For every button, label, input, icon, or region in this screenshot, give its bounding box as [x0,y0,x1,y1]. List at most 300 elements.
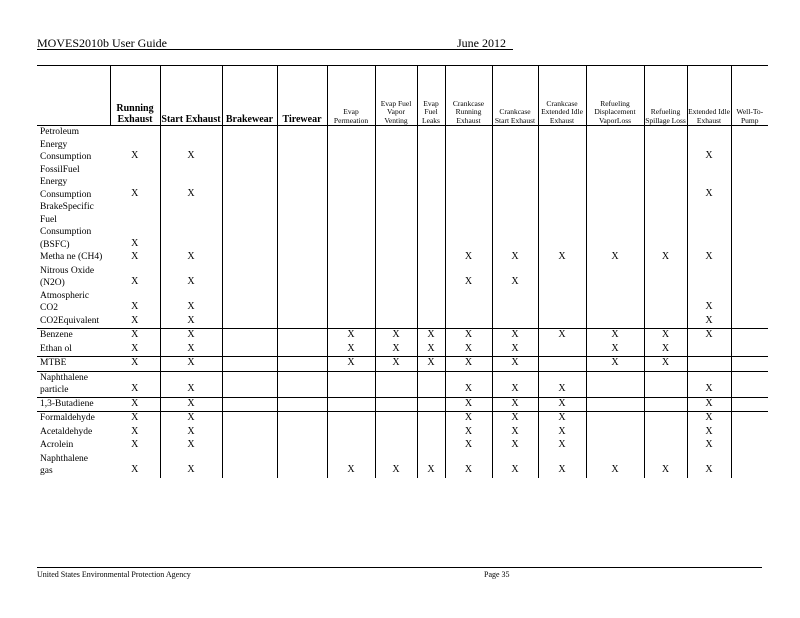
process-mark-cell: X [160,439,222,453]
process-mark-cell: X [687,290,731,315]
process-mark-cell [375,371,417,397]
process-mark-cell [644,412,687,426]
table-row [37,315,768,329]
pollutant-name-line: BrakeSpecific [40,202,94,212]
process-mark-cell [417,397,445,412]
process-mark-cell: X [160,371,222,397]
process-mark-cell [375,439,417,453]
pollutant-name-line: 1,3-Butadiene [40,398,94,409]
process-mark-cell: X [586,453,644,478]
process-mark-cell [375,397,417,412]
process-mark-cell: X [160,315,222,329]
table-row [37,265,768,290]
process-mark-cell: X [445,397,492,412]
process-mark-cell: X [687,439,731,453]
process-mark-cell [277,426,327,440]
column-header: Tirewear [277,66,327,126]
column-header: Refueling Spillage Loss [644,66,687,126]
table-row [37,329,768,343]
process-mark-cell [222,329,277,343]
process-mark-cell: X [375,357,417,372]
process-mark-cell: X [687,412,731,426]
column-header: Crankcase Extended Idle Exhaust [538,66,586,126]
process-mark-cell [417,290,445,315]
pollutant-name-line: particle [40,385,69,395]
process-mark-cell: X [586,357,644,372]
process-mark-cell: X [445,371,492,397]
process-mark-cell: X [160,343,222,357]
process-mark-cell [327,426,375,440]
process-mark-cell: X [687,251,731,265]
process-mark-cell [731,439,768,453]
process-mark-cell: X [110,371,160,397]
process-mark-cell [538,201,586,251]
process-mark-cell [492,290,538,315]
process-mark-cell: X [160,290,222,315]
process-mark-cell [586,290,644,315]
process-mark-cell [644,315,687,329]
column-header: Evap Fuel Vapor Venting [375,66,417,126]
column-header: Brakewear [222,66,277,126]
process-mark-cell [445,164,492,202]
process-mark-cell: X [492,343,538,357]
table-body [37,126,768,478]
table-row [37,439,768,453]
process-mark-cell [327,397,375,412]
footer-rule [37,567,762,568]
process-mark-cell [731,426,768,440]
process-mark-cell: X [160,357,222,372]
process-mark-cell: X [492,357,538,372]
pollutant-name-cell [37,371,110,397]
process-mark-cell: X [160,251,222,265]
pollutant-name-line: Atmospheric [40,290,90,301]
process-mark-cell: X [538,453,586,478]
process-mark-cell [445,201,492,251]
process-mark-cell [731,343,768,357]
process-mark-cell: X [375,329,417,343]
process-mark-cell [277,265,327,290]
process-mark-cell [492,201,538,251]
process-mark-cell [277,126,327,164]
process-mark-cell [445,126,492,164]
process-mark-cell [586,371,644,397]
footer-agency: United States Environmental Protection Agency [37,570,191,579]
process-mark-cell [538,315,586,329]
process-mark-cell [277,343,327,357]
pollutant-name-line: FossilFuel [40,164,80,175]
process-mark-cell [731,126,768,164]
process-mark-cell: X [538,439,586,453]
process-mark-cell [538,343,586,357]
column-header: Start Exhaust [160,66,222,126]
process-mark-cell [327,251,375,265]
process-mark-cell: X [492,397,538,412]
process-mark-cell [644,290,687,315]
pollutant-name-line: Consumption [40,152,92,162]
pollutant-name-line: Ethan ol [40,343,72,354]
process-mark-cell [731,265,768,290]
process-mark-cell: X [375,453,417,478]
process-mark-cell: X [445,412,492,426]
process-mark-cell [417,265,445,290]
process-mark-cell [277,290,327,315]
process-mark-cell [731,290,768,315]
process-mark-cell [375,290,417,315]
table-header-row [37,66,768,126]
process-mark-cell [586,439,644,453]
table-row [37,357,768,372]
process-mark-cell: X [417,329,445,343]
process-mark-cell [222,357,277,372]
process-mark-cell: X [644,343,687,357]
process-mark-cell [375,164,417,202]
process-mark-cell [375,315,417,329]
pollutant-name-line: Naphthalene [40,453,89,464]
pollutant-name-cell [37,343,110,357]
process-mark-cell: X [160,126,222,164]
process-mark-cell [586,315,644,329]
process-mark-cell [644,201,687,251]
process-mark-cell: X [687,126,731,164]
pollutant-name-line: Formaldehyde [40,413,95,423]
table-row [37,371,768,397]
process-mark-cell [277,439,327,453]
table-row [37,126,768,164]
pollutant-name-cell [37,315,110,329]
process-mark-cell [731,412,768,426]
process-mark-cell: X [445,453,492,478]
process-mark-cell [222,412,277,426]
process-mark-cell [492,315,538,329]
process-mark-cell: X [687,329,731,343]
process-mark-cell: X [110,329,160,343]
process-mark-cell [538,265,586,290]
process-mark-cell [327,164,375,202]
process-mark-cell [538,357,586,372]
process-mark-cell: X [644,251,687,265]
process-mark-cell [492,126,538,164]
pollutant-name-cell [37,164,110,202]
process-mark-cell [644,265,687,290]
process-mark-cell [327,126,375,164]
process-mark-cell [160,201,222,251]
column-header: Crankcase Start Exhaust [492,66,538,126]
process-mark-cell [222,126,277,164]
process-mark-cell [222,265,277,290]
process-mark-cell: X [160,453,222,478]
table-row [37,343,768,357]
pollutant-name-line: Benzene [40,330,73,340]
process-mark-cell [222,453,277,478]
process-mark-cell [538,164,586,202]
pollutant-name-line: Consumption [40,227,92,237]
pollutant-name-line: Energy [40,177,68,187]
process-mark-cell [586,426,644,440]
process-mark-cell: X [327,357,375,372]
process-mark-cell: X [110,290,160,315]
process-mark-cell [327,439,375,453]
process-mark-cell [222,371,277,397]
process-mark-cell: X [160,329,222,343]
process-mark-cell [644,164,687,202]
pollutant-name-line: (BSFC) [40,239,70,250]
pollutant-name-cell [37,357,110,372]
process-mark-cell [417,201,445,251]
process-mark-cell [375,412,417,426]
pollutant-name-cell [37,265,110,290]
process-mark-cell [687,343,731,357]
process-mark-cell: X [687,426,731,440]
process-mark-cell [375,126,417,164]
process-mark-cell [277,329,327,343]
process-mark-cell [417,251,445,265]
process-mark-cell: X [492,329,538,343]
process-mark-cell: X [445,343,492,357]
process-mark-cell [327,265,375,290]
process-mark-cell: X [110,426,160,440]
process-mark-cell [538,126,586,164]
process-mark-cell [417,426,445,440]
process-mark-cell [222,290,277,315]
process-mark-cell: X [327,343,375,357]
process-mark-cell [417,439,445,453]
process-mark-cell: X [160,412,222,426]
process-mark-cell: X [160,164,222,202]
process-mark-cell: X [538,397,586,412]
table-row [37,251,768,265]
process-mark-cell [731,251,768,265]
process-mark-cell: X [644,329,687,343]
process-mark-cell [277,201,327,251]
pollutant-name-line: Petroleum [40,127,80,137]
process-mark-cell [644,426,687,440]
pollutant-name-cell [37,397,110,412]
pollutant-name-line: (N2O) [40,278,65,288]
process-mark-cell [375,201,417,251]
process-mark-cell: X [538,329,586,343]
process-mark-cell: X [110,265,160,290]
pollutant-name-cell [37,126,110,164]
process-mark-cell: X [327,453,375,478]
process-mark-cell [222,343,277,357]
process-mark-cell [222,439,277,453]
pollutant-name-cell [37,201,110,251]
header-rule [37,49,513,50]
process-mark-cell [417,371,445,397]
pollutant-column-header [37,66,110,126]
process-mark-cell [731,329,768,343]
process-mark-cell: X [160,265,222,290]
process-mark-cell: X [492,412,538,426]
process-mark-cell [222,426,277,440]
process-mark-cell [731,371,768,397]
pollutant-name-line: Nitrous Oxide [40,265,95,276]
table-row [37,412,768,426]
column-header: Crankcase Running Exhaust [445,66,492,126]
pollutant-name-line: Consumption [40,189,92,200]
process-mark-cell: X [492,371,538,397]
process-mark-cell [687,201,731,251]
process-mark-cell [731,201,768,251]
process-mark-cell [327,412,375,426]
process-mark-cell: X [445,265,492,290]
process-mark-cell [731,453,768,478]
process-mark-cell: X [110,126,160,164]
process-mark-cell: X [417,453,445,478]
process-mark-cell [687,357,731,372]
column-header: Extended Idle Exhaust [687,66,731,126]
document-header-date: June 2012 [457,36,506,50]
process-mark-cell [222,251,277,265]
process-mark-cell [417,412,445,426]
pollutant-name-line: Energy [40,139,68,150]
pollutant-name-line: gas [40,466,53,476]
process-mark-cell [222,397,277,412]
process-mark-cell: X [538,412,586,426]
process-mark-cell: X [110,412,160,426]
process-mark-cell [731,357,768,372]
process-mark-cell [327,201,375,251]
process-mark-cell [731,397,768,412]
process-mark-cell [586,164,644,202]
process-mark-cell: X [538,426,586,440]
pollutant-name-line: Naphthalene [40,372,89,383]
document-header-title: MOVES2010b User Guide [37,36,167,50]
column-header: Evap Permeation [327,66,375,126]
process-mark-cell [731,315,768,329]
process-mark-cell: X [586,329,644,343]
process-mark-cell [417,315,445,329]
process-mark-cell [417,126,445,164]
process-mark-cell: X [160,426,222,440]
process-mark-cell [277,371,327,397]
process-mark-cell: X [644,357,687,372]
pollutant-name-cell [37,412,110,426]
emissions-table-container [37,65,768,478]
process-mark-cell: X [445,251,492,265]
table-row [37,397,768,412]
process-mark-cell: X [538,251,586,265]
process-mark-cell [277,397,327,412]
table-row [37,453,768,478]
pollutant-name-cell [37,290,110,315]
process-mark-cell [277,164,327,202]
process-mark-cell: X [110,251,160,265]
process-mark-cell [445,290,492,315]
process-mark-cell [417,164,445,202]
process-mark-cell: X [375,343,417,357]
process-mark-cell [644,397,687,412]
pollutant-name-line: MTBE [40,358,67,368]
process-mark-cell [445,315,492,329]
process-mark-cell: X [110,343,160,357]
pollutant-process-table [37,65,768,478]
process-mark-cell: X [586,251,644,265]
pollutant-name-line: Acrolein [40,440,74,450]
process-mark-cell: X [687,371,731,397]
pollutant-name-line: Fuel [40,214,57,225]
process-mark-cell: X [110,164,160,202]
process-mark-cell [222,164,277,202]
table-row [37,201,768,251]
process-mark-cell [644,439,687,453]
process-mark-cell: X [110,397,160,412]
process-mark-cell [644,371,687,397]
process-mark-cell: X [492,251,538,265]
process-mark-cell: X [687,315,731,329]
process-mark-cell [687,265,731,290]
process-mark-cell: X [110,453,160,478]
process-mark-cell [277,357,327,372]
process-mark-cell [327,371,375,397]
process-mark-cell: X [492,426,538,440]
process-mark-cell [327,315,375,329]
process-mark-cell: X [445,439,492,453]
pollutant-name-cell [37,329,110,343]
column-header: Well-To-Pump [731,66,768,126]
process-mark-cell [492,164,538,202]
process-mark-cell: X [445,329,492,343]
process-mark-cell: X [110,439,160,453]
process-mark-cell [375,251,417,265]
process-mark-cell [644,126,687,164]
process-mark-cell [277,315,327,329]
process-mark-cell: X [687,164,731,202]
process-mark-cell [222,201,277,251]
process-mark-cell: X [538,371,586,397]
column-header: Refueling Displacement VaporLoss [586,66,644,126]
process-mark-cell: X [445,426,492,440]
table-row [37,164,768,202]
process-mark-cell: X [327,329,375,343]
pollutant-name-line: CO2Equivalent [40,315,100,326]
process-mark-cell [277,412,327,426]
pollutant-name-line: Metha ne (CH4) [40,252,103,262]
process-mark-cell [327,290,375,315]
pollutant-name-cell [37,453,110,478]
pollutant-name-line: Acetaldehyde [40,426,93,437]
process-mark-cell [538,290,586,315]
process-mark-cell: X [110,201,160,251]
process-mark-cell [586,397,644,412]
process-mark-cell [277,453,327,478]
column-header: Evap Fuel Leaks [417,66,445,126]
table-row [37,426,768,440]
process-mark-cell [586,265,644,290]
process-mark-cell [277,251,327,265]
process-mark-cell [375,265,417,290]
process-mark-cell: X [687,453,731,478]
pollutant-name-line: CO2 [40,303,58,313]
pollutant-name-cell [37,426,110,440]
process-mark-cell [586,412,644,426]
process-mark-cell: X [492,265,538,290]
table-row [37,290,768,315]
process-mark-cell: X [110,315,160,329]
column-header: Running Exhaust [110,66,160,126]
pollutant-name-cell [37,251,110,265]
process-mark-cell: X [160,397,222,412]
pollutant-name-cell [37,439,110,453]
process-mark-cell: X [445,357,492,372]
process-mark-cell: X [492,453,538,478]
process-mark-cell [731,164,768,202]
process-mark-cell: X [110,357,160,372]
footer-page-number: Page 35 [484,570,510,579]
process-mark-cell [586,201,644,251]
process-mark-cell [222,315,277,329]
